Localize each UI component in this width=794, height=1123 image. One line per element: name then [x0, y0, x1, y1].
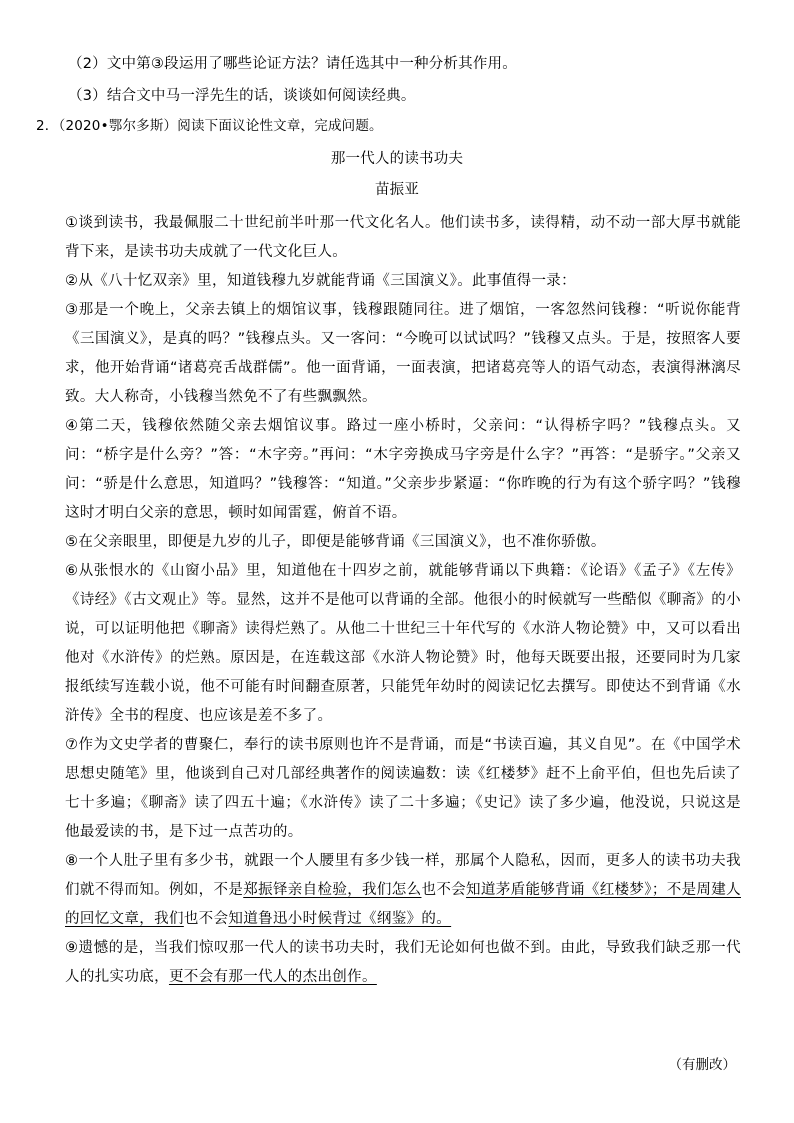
question-header: 2．（2020•鄂尔多斯）阅读下面议论性文章，完成问题。: [36, 118, 383, 134]
paragraph-1: ①谈到读书，我最佩服二十世纪前半叶那一代文化名人。他们读书多，读得精，动不动一部大厚书就能背下来，是读书功夫成就了一代文化巨人。: [65, 215, 741, 260]
paragraph-5: ⑤在父亲眼里，即便是九岁的儿子，即便是能够背诵《三国演义》，也不准你骄傲。: [65, 534, 606, 550]
p9-underline: 更不会有那一代人的杰出创作。: [168, 969, 377, 985]
p9-text: ⑨遗憾的是，当我们惊叹那一代人的读书功夫时，我们无论如何也做不到。由此，导致我们缺乏那一代人的扎实功底，: [65, 940, 741, 985]
question-2-sub-3: （3）结合文中马一浮先生的话，谈谈如何阅读经典。: [68, 88, 416, 104]
paragraph-7: ⑦作为文史学者的曹聚仁，奉行的读书原则也许不是背诵，而是“书读百遍，其义自见”。在《中国学术思想史随笔》里，他谈到自己对几部经典著作的阅读遍数：读《红楼梦》赶不上俞平伯，但也先后读了七十多遍；《聊斋》读了四五十遍；《水浒传》读了二十多遍；《史记》读了多少遍，他没说，只说这是他最爱读的书，是下过一点苦功的。: [65, 737, 741, 840]
p8-underline-3: 知道鲁迅小时候背过《纲鉴》的。: [228, 911, 452, 927]
p8-underline-1: 郑振铎亲自检验，我们怎么: [243, 882, 422, 898]
paragraph-2: ②从《八十忆双亲》里，知道钱穆九岁就能背诵《三国演义》。此事值得一录：: [65, 273, 576, 289]
footer-note: （有删改）: [668, 1057, 736, 1073]
p8-text-c: 也不会: [183, 911, 229, 927]
paragraph-6: ⑥从张恨水的《山窗小品》里，知道他在十四岁之前，就能够背诵以下典籍：《论语》《孟子》《左传》《诗经》《古文观止》等。显然，这并不是他可以背诵的全部。他很小的时候就写一些酷似《聊斋》的小说，可以证明他把《聊斋》读得烂熟了。从他二十世纪三十年代写的《水浒人物论赞》中，又可以看出他对《水浒传》的烂熟。原因是，在连载这部《水浒人物论赞》时，他每天既要出报，还要同时为几家报纸续写连载小说，他不可能有时间翻查原著，只能凭年幼时的阅读记忆去撰写。即使达不到背诵《水浒传》全书的程度、也应该是差不多了。: [65, 563, 741, 724]
paragraph-8: [65, 847, 741, 934]
article-title: 那一代人的读书功夫: [330, 151, 464, 167]
p8-text-a: ⑧一个人肚子里有多少书，就跟一个人腰里有多少钱一样，那属个人隐私，因而，更多人的读书功夫我们就不得而知。例如，不是: [65, 853, 741, 898]
paragraph-3: ③那是一个晚上，父亲去镇上的烟馆议事，钱穆跟随同往。进了烟馆，一客忽然问钱穆：“听说你能背《三国演义》，是真的吗？”钱穆点头。又一客问：“今晚可以试试吗？”钱穆又点头。于是，按照客人要求，他开始背诵“诸葛亮舌战群儒”。他一面背诵，一面表演，把诸葛亮等人的语气动态，表演得淋漓尽致。大人称奇，小钱穆当然免不了有些飘飘然。: [65, 302, 741, 405]
paragraph-9: [65, 934, 741, 992]
question-2-sub-2: （2）文中第③段运用了哪些论证方法？请任选其中一种分析其作用。: [68, 56, 517, 72]
p8-text-b: 也不会: [421, 882, 467, 898]
p8-underline-2: 知道茅盾能够背诵《红楼梦》；不是周建人的回忆文章，我们: [65, 882, 741, 927]
article-author: 苗振亚: [374, 182, 420, 198]
paragraph-4: ④第二天，钱穆依然随父亲去烟馆议事。路过一座小桥时，父亲问：“认得桥字吗？”钱穆点头。又问：“桥字是什么旁？”答：“木字旁。”再问：“木字旁换成马字旁是什么字？”再答：“是骄字。”父亲又问：“骄是什么意思，知道吗？”钱穆答：“知道。”父亲步步紧逼：“你昨晚的行为有这个骄字吗？”钱穆这时才明白父亲的意思，顿时如闻雷霆，俯首不语。: [65, 418, 741, 521]
